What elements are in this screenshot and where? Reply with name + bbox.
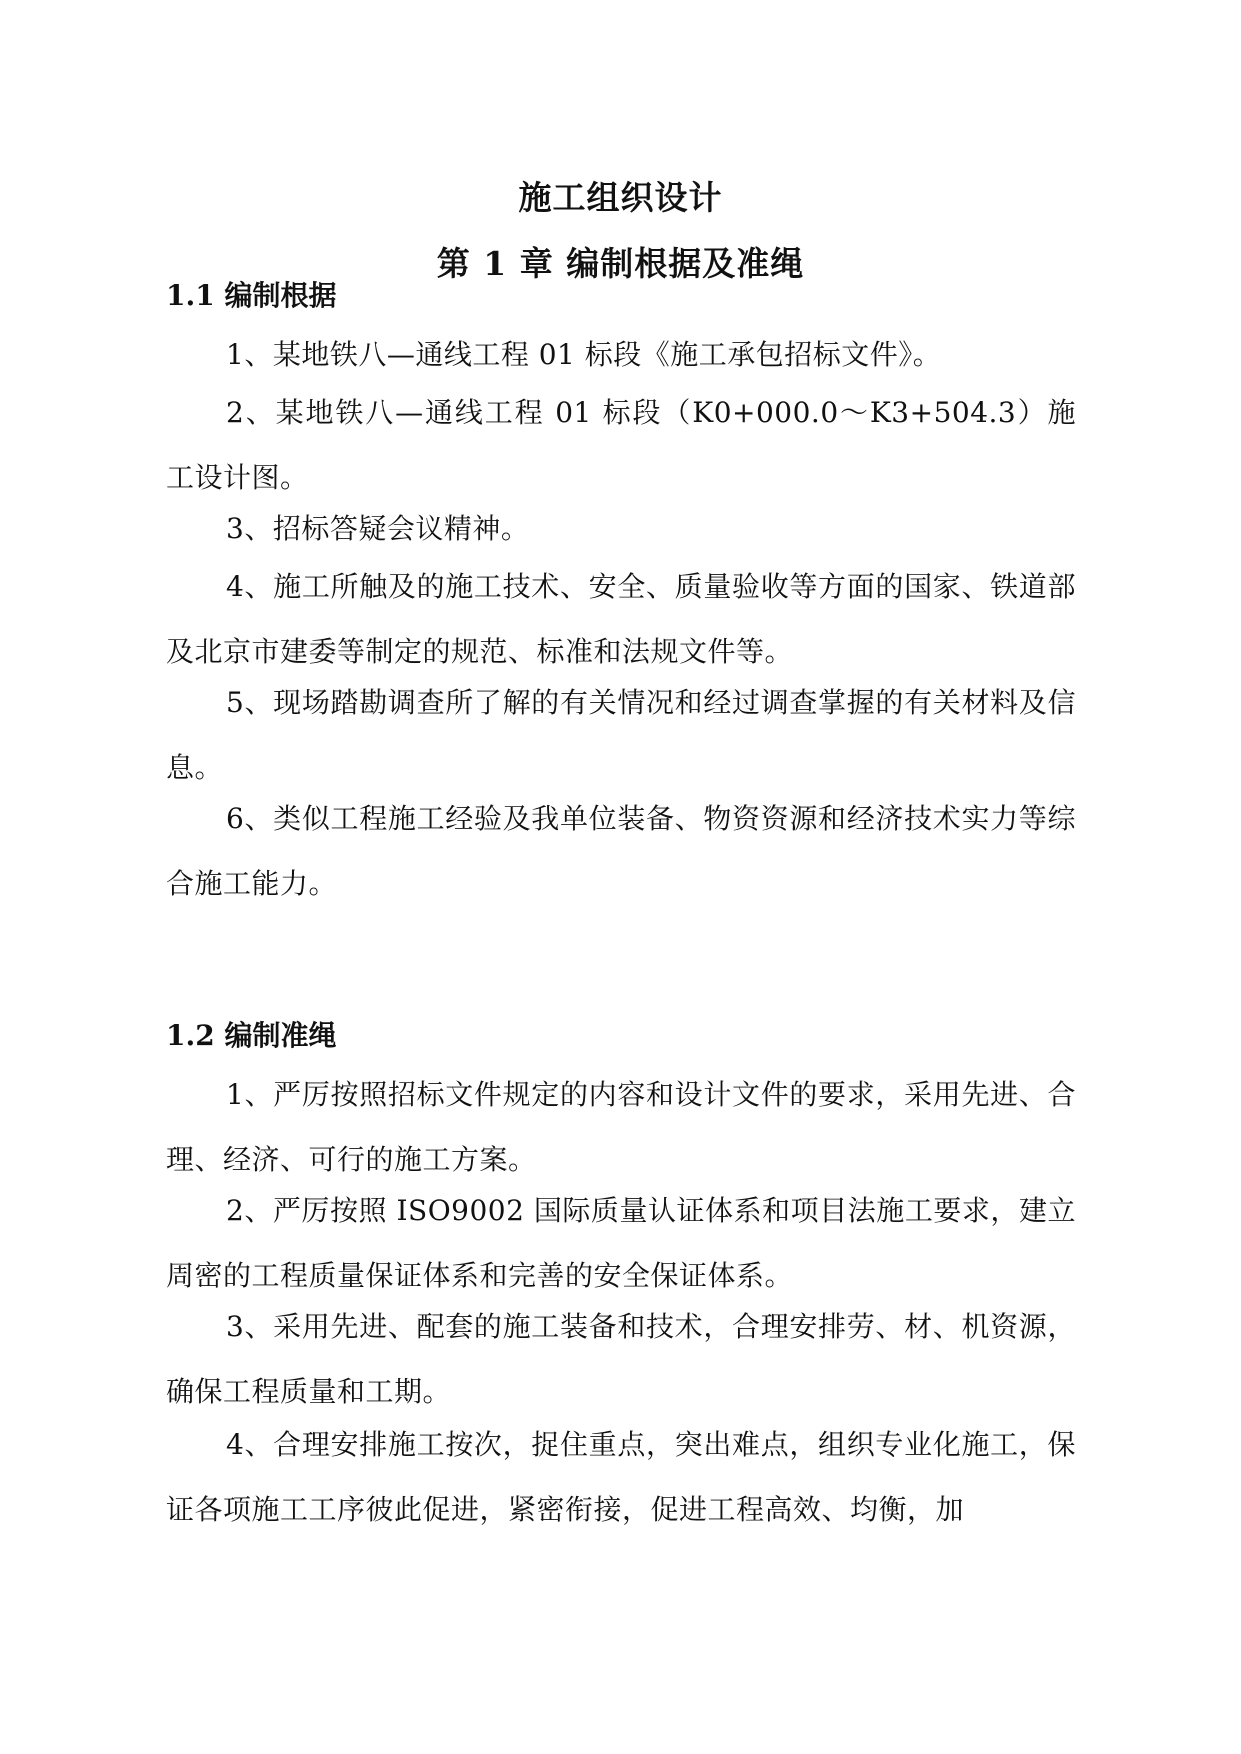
section-heading-1-1: 1.1 编制根据 (166, 279, 337, 312)
section-heading-1-2: 1.2 编制准绳 (166, 1019, 337, 1052)
paragraph-basis-2: 2、某地铁八—通线工程 01 标段（K0+000.0～K3+504.3）施工设计图。 (166, 396, 1076, 494)
paragraph-basis-6: 6、类似工程施工经验及我单位装备、物资资源和经济技术实力等综合施工能力。 (166, 802, 1076, 900)
chapter-title: 第 1 章 编制根据及准绳 (436, 244, 805, 283)
paragraph-principle-2: 2、严厉按照 ISO9002 国际质量认证体系和项目法施工要求，建立周密的工程质量保证体系和完善的安全保证体系。 (166, 1194, 1076, 1292)
paragraph-basis-5: 5、现场踏勘调查所了解的有关情况和经过调查掌握的有关材料及信息。 (166, 686, 1076, 784)
paragraph-basis-3: 3、招标答疑会议精神。 (226, 512, 530, 545)
paragraph-principle-3: 3、采用先进、配套的施工装备和技术，合理安排劳、材、机资源，确保工程质量和工期。 (166, 1310, 1076, 1408)
paragraph-basis-1: 1、某地铁八—通线工程 01 标段《施工承包招标文件》。 (226, 338, 942, 371)
document-title: 施工组织设计 (518, 178, 723, 217)
paragraph-basis-4: 4、施工所触及的施工技术、安全、质量验收等方面的国家、铁道部及北京市建委等制定的规范、标准和法规文件等。 (166, 570, 1076, 668)
paragraph-principle-4: 4、合理安排施工按次，捉住重点，突出难点，组织专业化施工，保证各项施工工序彼此促进，紧密衔接，促进工程高效、均衡，加 (166, 1428, 1076, 1526)
paragraph-principle-1: 1、严厉按照招标文件规定的内容和设计文件的要求，采用先进、合理、经济、可行的施工方案。 (166, 1078, 1076, 1176)
